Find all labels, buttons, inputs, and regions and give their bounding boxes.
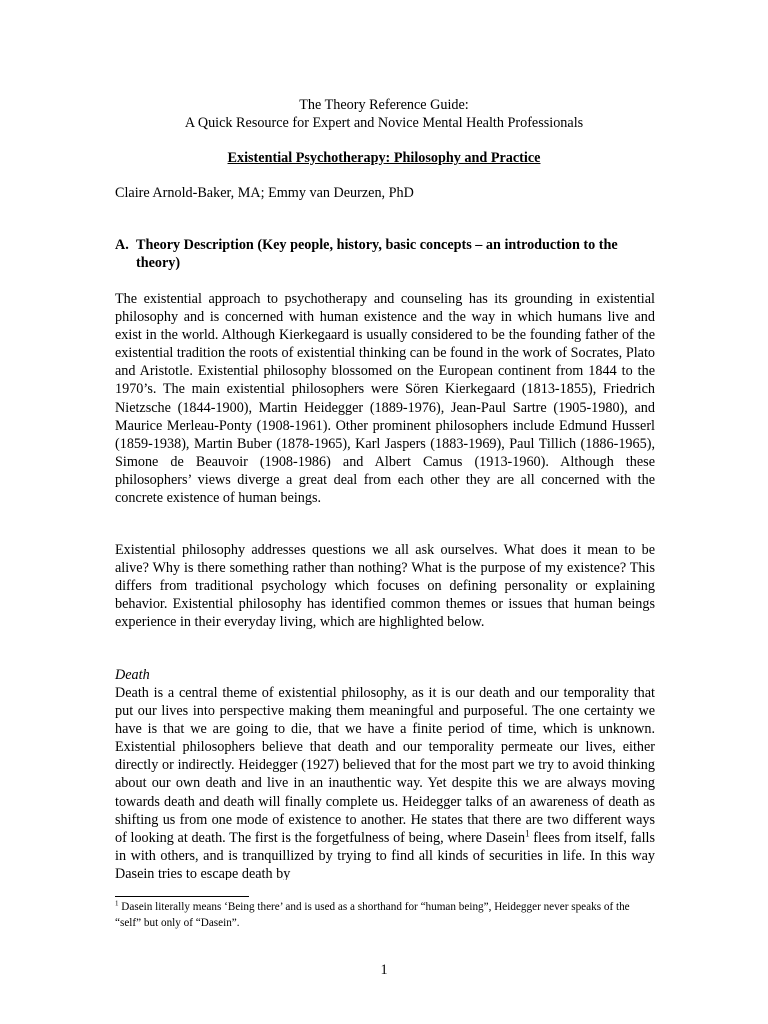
guide-title: The Theory Reference Guide: bbox=[299, 97, 469, 113]
section-heading-text: Theory Description (Key people, history, basic concepts – an introduction to the theory) bbox=[136, 237, 618, 271]
paragraph-questions: Existential philosophy addresses questions we all ask ourselves. What does it mean to be alive? Why is there something rather than nothing? What is the purpose of my existence? This differs from traditional psychology which focuses on defining personality or explaining behavior. Existential philosophy has identified common themes or issues that human beings experience in their everyday living, which are highlighted below. bbox=[115, 542, 655, 631]
death-subheading: Death bbox=[115, 667, 150, 683]
footnote-marker: 1 bbox=[115, 899, 119, 908]
authors-line: Claire Arnold-Baker, MA; Emmy van Deurzen, PhD bbox=[115, 185, 414, 201]
paragraph-intro: The existential approach to psychotherapy and counseling has its grounding in existential philosophy and is concerned with human existence and the way in which humans live and exist in the world. Although Kierkegaard is usually considered to be the founding father of the existential tradition the roots of existential thinking can be found in the work of Socrates, Plato and Aristotle. Existential philosophy blossomed on the European continent from 1844 to the 1970’s. The main existential philosophers were Sören Kierkegaard (1813-1855), Friedrich Nietzsche (1844-1900), Martin Heidegger (1889-1976), Jean-Paul Sartre (1905-1980), and Maurice Merleau-Ponty (1908-1961). Other prominent philosophers include Edmund Husserl (1859-1938), Martin Buber (1878-1965), Karl Jaspers (1883-1969), Paul Tillich (1886-1965), Simone de Beauvoir (1908-1986) and Albert Camus (1913-1960). Although these philosophers’ views diverge a great deal from each other they are all concerned with the concrete existence of human beings. bbox=[115, 291, 655, 507]
footnote-divider bbox=[115, 896, 249, 897]
death-text-end: flees from itself, falls in with others, and is tranquillized by trying to find all kinds of securities in life. In this way Dasein tries to escape death by bbox=[115, 829, 655, 880]
section-letter: A. bbox=[115, 237, 129, 253]
guide-subtitle: A Quick Resource for Expert and Novice Mental Health Professionals bbox=[184, 115, 584, 131]
footnote bbox=[115, 900, 655, 931]
footnote-text: Dasein literally means ‘Being there’ and is used as a shorthand for “human being”, Heidegger never speaks of the “self” but only of “Dasein”. bbox=[115, 901, 630, 929]
document-title: Existential Psychotherapy: Philosophy and Practice bbox=[227, 150, 541, 166]
page-number: 1 bbox=[380, 962, 388, 978]
death-text-start: Death is a central theme of existential philosophy, as it is our death and our temporality that put our lives into perspective making them meaningful and purposeful. The one certainty we have is that we are going to die, that we have a finite period of time, which is unknown. Existential philosophers believe that death and our temporality permeate our lives, either directly or indirectly. Heidegger (1927) believed that for the most part we try to avoid thinking about our own death and live in an inauthentic way. Yet despite this we are always moving towards death and death will finally complete us. Heidegger talks of an awareness of death as shifting us from one mode of existence to another. He states that there are two different ways of looking at death. The first is the forgetfulness of being, where Dasein bbox=[115, 685, 655, 846]
paragraph-death bbox=[115, 684, 655, 880]
footnote-reference[interactable]: 1 bbox=[525, 828, 530, 839]
